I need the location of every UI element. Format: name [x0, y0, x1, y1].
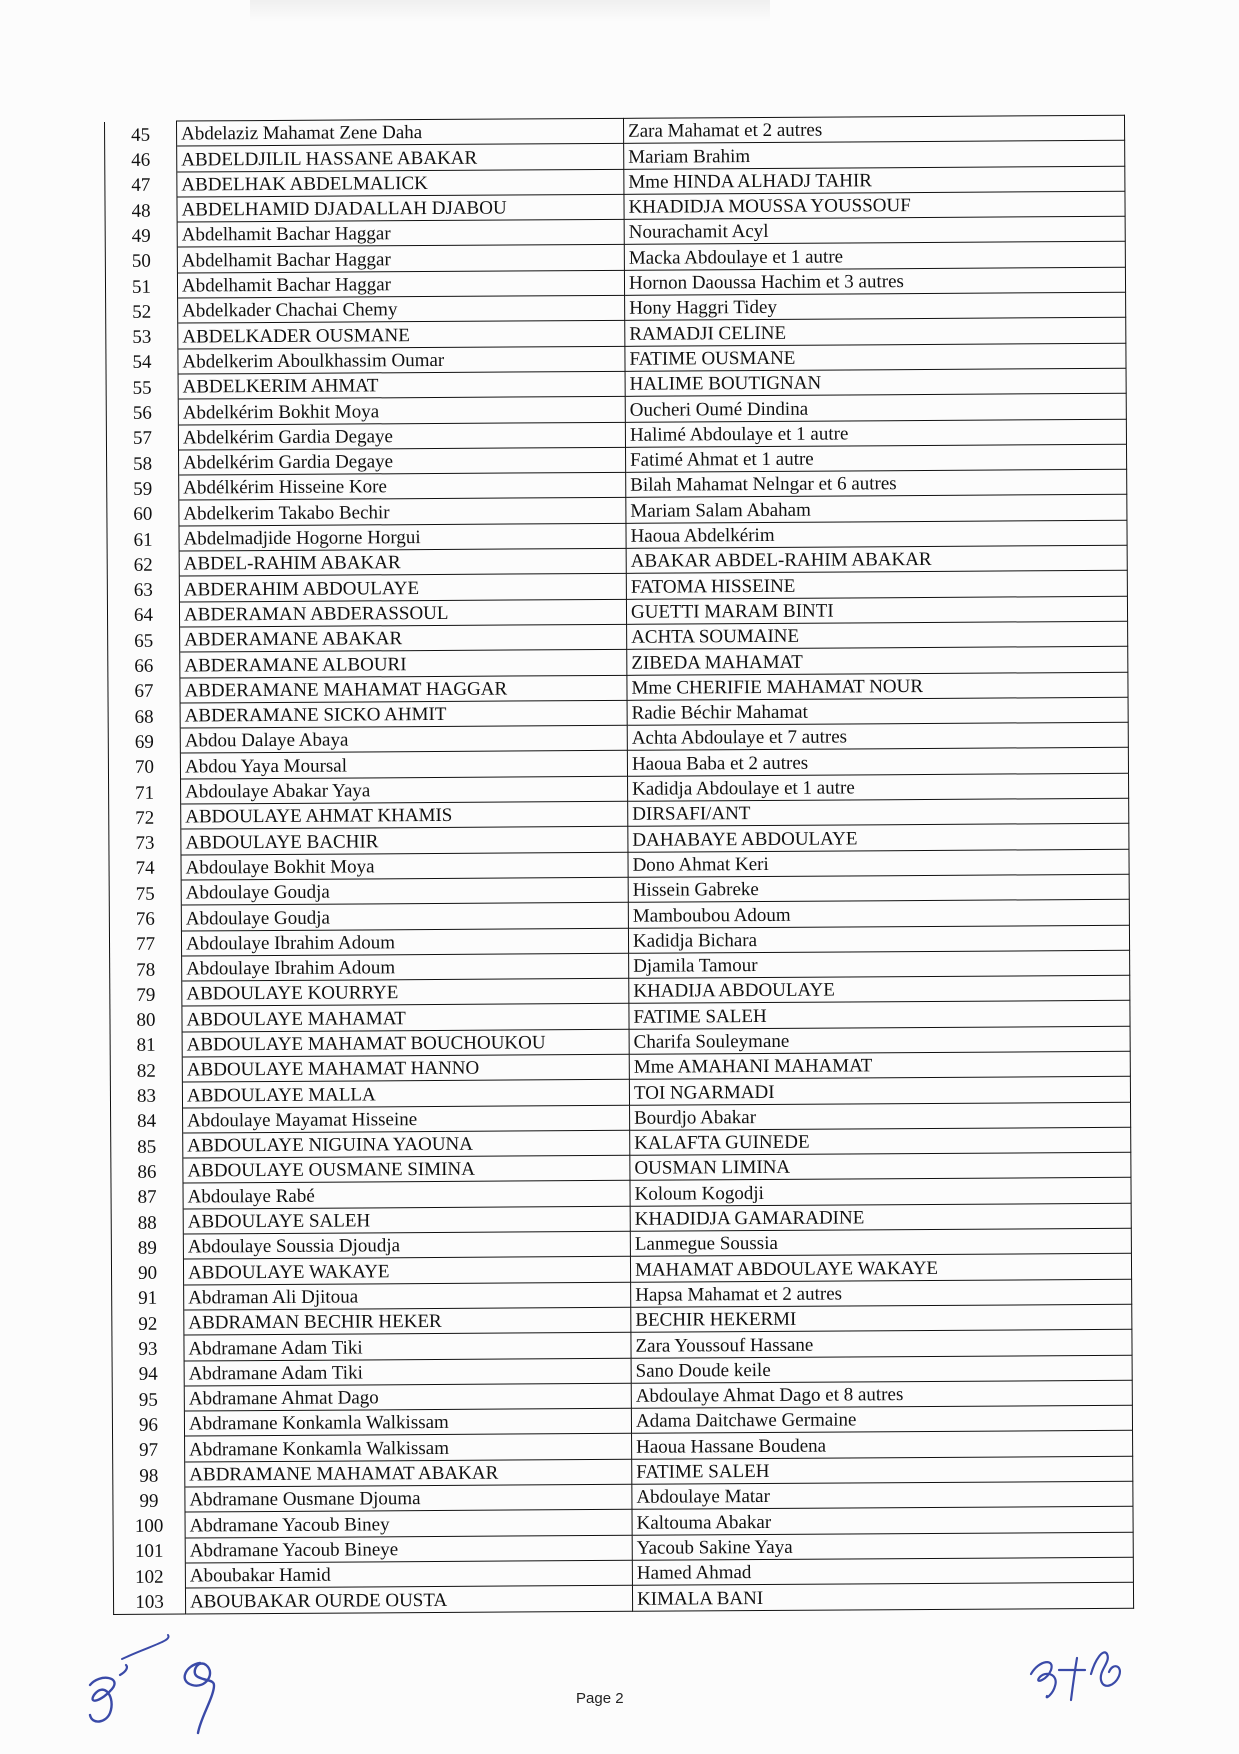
row-number: 59 — [107, 475, 179, 501]
row-number: 92 — [112, 1310, 184, 1336]
deceased-name: ABDEL-RAHIM ABAKAR — [179, 548, 626, 576]
heir-name: Dono Ahmat Keri — [628, 849, 1129, 877]
deceased-name: ABDOULAYE KOURRYE — [182, 978, 629, 1006]
deceased-name: ABDOULAYE AHMAT KHAMIS — [181, 801, 628, 829]
row-number: 102 — [113, 1563, 185, 1589]
deceased-name: Abdélkérim Hisseine Kore — [179, 472, 626, 500]
row-number: 68 — [108, 703, 180, 729]
heir-name: TOI NGARMADI — [629, 1077, 1130, 1105]
row-number: 99 — [113, 1487, 185, 1513]
row-number: 56 — [106, 399, 178, 425]
row-number: 60 — [107, 501, 179, 527]
row-number: 51 — [105, 273, 177, 299]
deceased-name: ABDERAMANE ABAKAR — [180, 624, 627, 652]
deceased-name: Aboubakar Hamid — [185, 1560, 632, 1588]
row-number: 64 — [107, 602, 179, 628]
heir-name: Haoua Hassane Boudena — [632, 1431, 1133, 1459]
heir-name: Nourachamit Acyl — [624, 216, 1125, 244]
row-number: 74 — [109, 855, 181, 881]
heir-name: Mariam Brahim — [624, 141, 1125, 169]
deceased-name: Abdramane Konkamla Walkissam — [185, 1434, 632, 1462]
deceased-name: Abdelhamit Bachar Haggar — [177, 270, 624, 298]
heir-name: KHADIDJA MOUSSA YOUSSOUF — [624, 191, 1125, 219]
row-number: 91 — [112, 1285, 184, 1311]
deceased-name: ABDELDJILIL HASSANE ABAKAR — [177, 144, 624, 172]
deceased-name: Abdou Yaya Moursal — [180, 751, 627, 779]
deceased-name: Abdoulaye Rabé — [183, 1181, 630, 1209]
row-number: 66 — [108, 652, 180, 678]
row-number: 71 — [109, 779, 181, 805]
row-number: 97 — [113, 1436, 185, 1462]
row-number: 58 — [107, 450, 179, 476]
heir-name: Radie Béchir Mahamat — [627, 697, 1128, 725]
row-number: 101 — [113, 1538, 185, 1564]
deceased-name: Abdelhamit Bachar Haggar — [177, 245, 624, 273]
heir-name: KIMALA BANI — [632, 1582, 1133, 1610]
heir-name: Haoua Abdelkérim — [626, 520, 1127, 548]
heir-name: Mme CHERIFIE MAHAMAT NOUR — [627, 672, 1128, 700]
deceased-name: ABDRAMAN BECHIR HEKER — [184, 1307, 631, 1335]
deceased-name: Abdoulaye Abakar Yaya — [181, 776, 628, 804]
row-number: 93 — [112, 1335, 184, 1361]
deceased-name: ABDOULAYE BACHIR — [181, 827, 628, 855]
heir-name: OUSMAN LIMINA — [630, 1152, 1131, 1180]
deceased-name: ABDELKADER OUSMANE — [178, 321, 625, 349]
heir-name: DIRSAFI/ANT — [628, 798, 1129, 826]
row-number: 72 — [109, 804, 181, 830]
deceased-name: ABDERAMANE SICKO AHMIT — [180, 700, 627, 728]
left-signature — [82, 1615, 252, 1735]
deceased-name: Abdou Dalaye Abaya — [180, 725, 627, 753]
row-number: 79 — [110, 981, 182, 1007]
deceased-name: ABDERAHIM ABDOULAYE — [179, 574, 626, 602]
deceased-name: Abdoulaye Goudja — [181, 903, 628, 931]
row-number: 82 — [110, 1057, 182, 1083]
heir-name: ZIBEDA MAHAMAT — [627, 646, 1128, 674]
deceased-name: Abdoulaye Mayamat Hisseine — [183, 1105, 630, 1133]
heir-name: Hamed Ahmad — [632, 1557, 1133, 1585]
row-number: 46 — [105, 146, 177, 172]
deceased-name: Abdelmadjide Hogorne Horgui — [179, 523, 626, 551]
heir-name: Kadidja Bichara — [628, 925, 1129, 953]
row-number: 95 — [112, 1386, 184, 1412]
heir-name: BECHIR HEKERMI — [631, 1304, 1132, 1332]
deceased-name: Abdelkerim Aboulkhassim Oumar — [178, 346, 625, 374]
heir-name: KHADIDJA GAMARADINE — [630, 1203, 1131, 1231]
table-body — [105, 115, 1134, 1614]
heir-name: Macka Abdoulaye et 1 autre — [624, 242, 1125, 270]
heir-name: Mme AMAHANI MAHAMAT — [629, 1051, 1130, 1079]
heir-name: ABAKAR ABDEL-RAHIM ABAKAR — [626, 545, 1127, 573]
row-number: 86 — [111, 1158, 183, 1184]
heir-name: Kadidja Abdoulaye et 1 autre — [628, 773, 1129, 801]
deceased-name: ABDERAMANE ALBOURI — [180, 650, 627, 678]
deceased-name: Abdraman Ali Djitoua — [184, 1282, 631, 1310]
row-number: 61 — [107, 526, 179, 552]
heir-name: ACHTA SOUMAINE — [627, 621, 1128, 649]
row-number: 78 — [110, 956, 182, 982]
deceased-name: ABDOULAYE WAKAYE — [183, 1257, 630, 1285]
row-number: 80 — [110, 1006, 182, 1032]
row-number: 48 — [105, 197, 177, 223]
heir-name: FATOMA HISSEINE — [626, 571, 1127, 599]
row-number: 57 — [106, 425, 178, 451]
heir-name: Fatimé Ahmat et 1 autre — [626, 444, 1127, 472]
heir-name: DAHABAYE ABDOULAYE — [628, 824, 1129, 852]
deceased-name: ABDERAMANE MAHAMAT HAGGAR — [180, 675, 627, 703]
page-number: Page 2 — [576, 1690, 624, 1707]
heir-name: Koloum Kogodji — [630, 1178, 1131, 1206]
deceased-name: Abdelhamit Bachar Haggar — [177, 220, 624, 248]
row-number: 73 — [109, 829, 181, 855]
deceased-name: Abdoulaye Bokhit Moya — [181, 852, 628, 880]
row-number: 103 — [113, 1588, 185, 1614]
row-number: 89 — [111, 1234, 183, 1260]
heir-name: GUETTI MARAM BINTI — [626, 596, 1127, 624]
row-number: 69 — [108, 728, 180, 754]
heir-name: Zara Mahamat et 2 autres — [623, 115, 1124, 143]
heir-name: Mme HINDA ALHADJ TAHIR — [624, 166, 1125, 194]
deceased-name: Abdoulaye Soussia Djoudja — [183, 1231, 630, 1259]
deceased-name: Abdelkérim Gardia Degaye — [178, 422, 625, 450]
heir-name: Sano Doude keile — [631, 1355, 1132, 1383]
deceased-name: Abdelkader Chachai Chemy — [178, 295, 625, 323]
heir-name: RAMADJI CELINE — [625, 318, 1126, 346]
deceased-name: Abdramane Adam Tiki — [184, 1358, 631, 1386]
row-number: 67 — [108, 678, 180, 704]
row-number: 70 — [108, 753, 180, 779]
deceased-name: Abdramane Ahmat Dago — [184, 1383, 631, 1411]
scan-shadow — [250, 0, 770, 22]
heir-name: Abdoulaye Ahmat Dago et 8 autres — [631, 1380, 1132, 1408]
heir-name: FATIME SALEH — [632, 1456, 1133, 1484]
deceased-name: Abdoulaye Ibrahim Adoum — [182, 953, 629, 981]
deceased-name: Abdramane Yacoub Bineye — [185, 1535, 632, 1563]
heir-name: Bourdjo Abakar — [630, 1102, 1131, 1130]
row-number: 100 — [113, 1512, 185, 1538]
heir-name: Kaltouma Abakar — [632, 1507, 1133, 1535]
heir-name: Hony Haggri Tidey — [625, 292, 1126, 320]
heir-name: FATIME OUSMANE — [625, 343, 1126, 371]
row-number: 94 — [112, 1361, 184, 1387]
heir-name: Charifa Souleymane — [629, 1026, 1130, 1054]
heir-name: Yacoub Sakine Yaya — [632, 1532, 1133, 1560]
row-number: 88 — [111, 1209, 183, 1235]
heir-name: Hapsa Mahamat et 2 autres — [631, 1279, 1132, 1307]
deceased-name: ABDELHAMID DJADALLAH DJABOU — [177, 194, 624, 222]
heir-name: MAHAMAT ABDOULAYE WAKAYE — [630, 1254, 1131, 1282]
deceased-name: Abdramane Yacoub Biney — [185, 1510, 632, 1538]
row-number: 90 — [111, 1259, 183, 1285]
deceased-name: ABOUBAKAR OURDE OUSTA — [185, 1586, 632, 1614]
deceased-name: ABDERAMAN ABDERASSOUL — [179, 599, 626, 627]
row-number: 98 — [113, 1462, 185, 1488]
heir-name: Adama Daitchawe Germaine — [631, 1405, 1132, 1433]
heir-name: Oucheri Oumé Dindina — [625, 394, 1126, 422]
row-number: 54 — [106, 349, 178, 375]
deceased-name: Abdramane Konkamla Walkissam — [184, 1408, 631, 1436]
deceased-name: Abdramane Ousmane Djouma — [185, 1484, 632, 1512]
deceased-name: Abdelkerim Takabo Bechir — [179, 498, 626, 526]
deceased-name: ABDOULAYE NIGUINA YAOUNA — [183, 1130, 630, 1158]
deceased-name: Abdoulaye Goudja — [181, 877, 628, 905]
heir-name: Halimé Abdoulaye et 1 autre — [625, 419, 1126, 447]
deceased-name: Abdelkérim Bokhit Moya — [178, 397, 625, 425]
beneficiary-table — [104, 115, 1134, 1615]
row-number: 77 — [109, 931, 181, 957]
deceased-name: ABDELHAK ABDELMALICK — [177, 169, 624, 197]
row-number: 81 — [110, 1032, 182, 1058]
heir-name: Mamboubou Adoum — [628, 899, 1129, 927]
deceased-name: Abdramane Adam Tiki — [184, 1333, 631, 1361]
heir-name: FATIME SALEH — [629, 1001, 1130, 1029]
row-number: 75 — [109, 880, 181, 906]
heir-name: Hissein Gabreke — [628, 874, 1129, 902]
row-number: 83 — [110, 1082, 182, 1108]
heir-name: KALAFTA GUINEDE — [630, 1127, 1131, 1155]
deceased-name: ABDOULAYE MAHAMAT — [182, 1004, 629, 1032]
heir-name: KHADIJA ABDOULAYE — [629, 975, 1130, 1003]
row-number: 49 — [105, 222, 177, 248]
row-number: 85 — [111, 1133, 183, 1159]
deceased-name: ABDOULAYE MALLA — [182, 1080, 629, 1108]
heir-name: Haoua Baba et 2 autres — [627, 748, 1128, 776]
row-number: 53 — [106, 323, 178, 349]
deceased-name: Abdoulaye Ibrahim Adoum — [181, 928, 628, 956]
deceased-name: ABDOULAYE SALEH — [183, 1206, 630, 1234]
deceased-name: ABDOULAYE MAHAMAT BOUCHOUKOU — [182, 1029, 629, 1057]
deceased-name: ABDOULAYE OUSMANE SIMINA — [183, 1155, 630, 1183]
heir-name: Hornon Daoussa Hachim et 3 autres — [624, 267, 1125, 295]
heir-name: Achta Abdoulaye et 7 autres — [627, 722, 1128, 750]
deceased-name: ABDELKERIM AHMAT — [178, 371, 625, 399]
heir-name: Djamila Tamour — [629, 950, 1130, 978]
deceased-name: Abdelkérim Gardia Degaye — [179, 447, 626, 475]
heir-name: Zara Youssouf Hassane — [631, 1329, 1132, 1357]
heir-name: Lanmegue Soussia — [630, 1228, 1131, 1256]
deceased-name: ABDOULAYE MAHAMAT HANNO — [182, 1054, 629, 1082]
heir-name: Abdoulaye Matar — [632, 1481, 1133, 1509]
heir-name: Bilah Mahamat Nelngar et 6 autres — [626, 469, 1127, 497]
row-number: 87 — [111, 1184, 183, 1210]
deceased-name: Abdelaziz Mahamat Zene Daha — [177, 118, 624, 146]
row-number: 65 — [108, 627, 180, 653]
row-number: 96 — [112, 1411, 184, 1437]
row-number: 50 — [105, 248, 177, 274]
heir-name: HALIME BOUTIGNAN — [625, 368, 1126, 396]
row-number: 52 — [106, 298, 178, 324]
right-signature — [1025, 1640, 1135, 1710]
row-number: 62 — [107, 551, 179, 577]
row-number: 76 — [109, 905, 181, 931]
deceased-name: ABDRAMANE MAHAMAT ABAKAR — [185, 1459, 632, 1487]
row-number: 47 — [105, 172, 177, 198]
row-number: 63 — [107, 576, 179, 602]
row-number: 55 — [106, 374, 178, 400]
row-number: 45 — [105, 121, 177, 147]
heir-name: Mariam Salam Abaham — [626, 495, 1127, 523]
row-number: 84 — [111, 1108, 183, 1134]
